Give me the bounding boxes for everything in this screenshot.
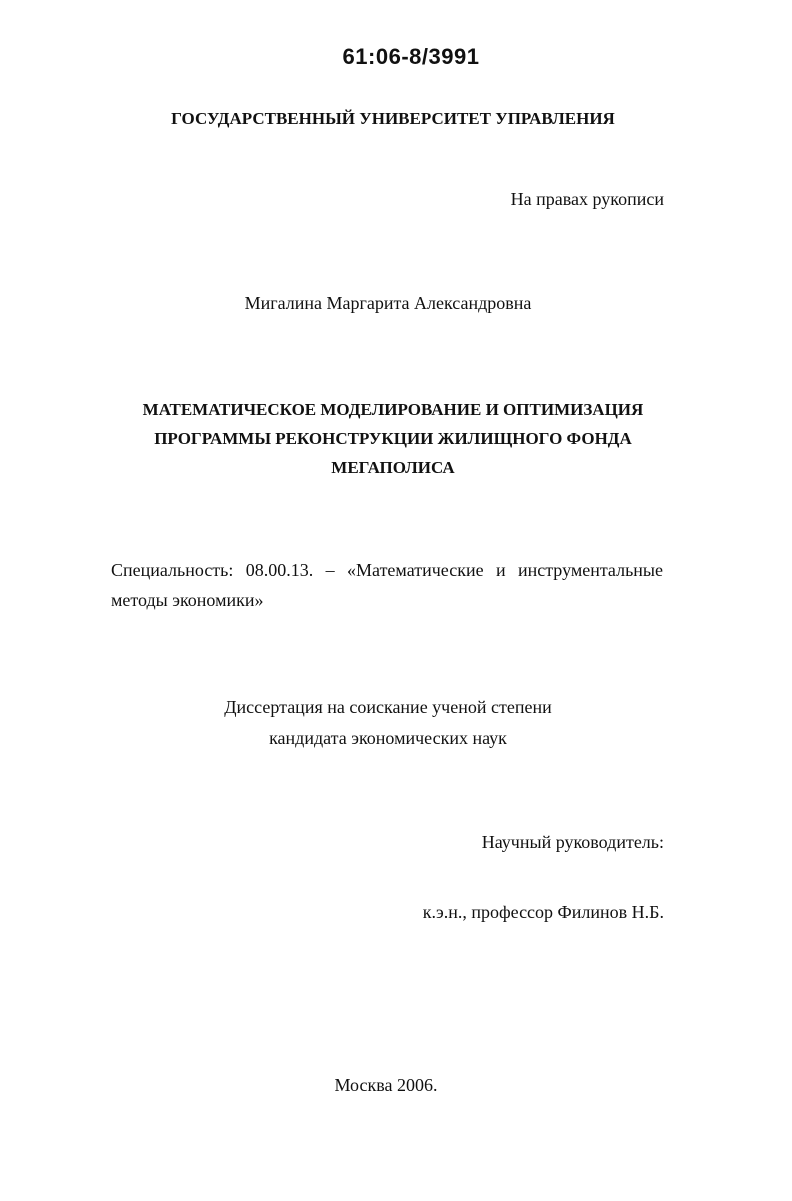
title-line: ПРОГРАММЫ РЕКОНСТРУКЦИИ ЖИЛИЩНОГО ФОНДА xyxy=(154,429,632,448)
specialty-paragraph xyxy=(111,555,663,615)
supervisor-label: Научный руководитель: xyxy=(481,832,664,852)
rights-note: На правах рукописи xyxy=(510,189,664,209)
title-line: МЕГАПОЛИСА xyxy=(331,458,455,477)
degree-statement xyxy=(0,692,784,754)
city-year: Москва 2006. xyxy=(334,1075,438,1095)
supervisor-name: к.э.н., профессор Филинов Н.Б. xyxy=(422,902,664,922)
author-name: Мигалина Маргарита Александровна xyxy=(244,293,532,313)
library-stamp-code: 61:06-8/3991 xyxy=(342,44,480,69)
specialty-line: методы экономики» xyxy=(111,590,264,610)
dissertation-title xyxy=(0,395,789,482)
degree-line: кандидата экономических наук xyxy=(269,728,507,748)
university-name: ГОСУДАРСТВЕННЫЙ УНИВЕРСИТЕТ УПРАВЛЕНИЯ xyxy=(171,109,615,128)
degree-line: Диссертация на соискание ученой степени xyxy=(224,697,552,717)
specialty-line: Специальность: 08.00.13. – «Математические и инструментальные xyxy=(111,560,663,580)
title-line: МАТЕМАТИЧЕСКОЕ МОДЕЛИРОВАНИЕ И ОПТИМИЗАЦИЯ xyxy=(142,400,644,419)
